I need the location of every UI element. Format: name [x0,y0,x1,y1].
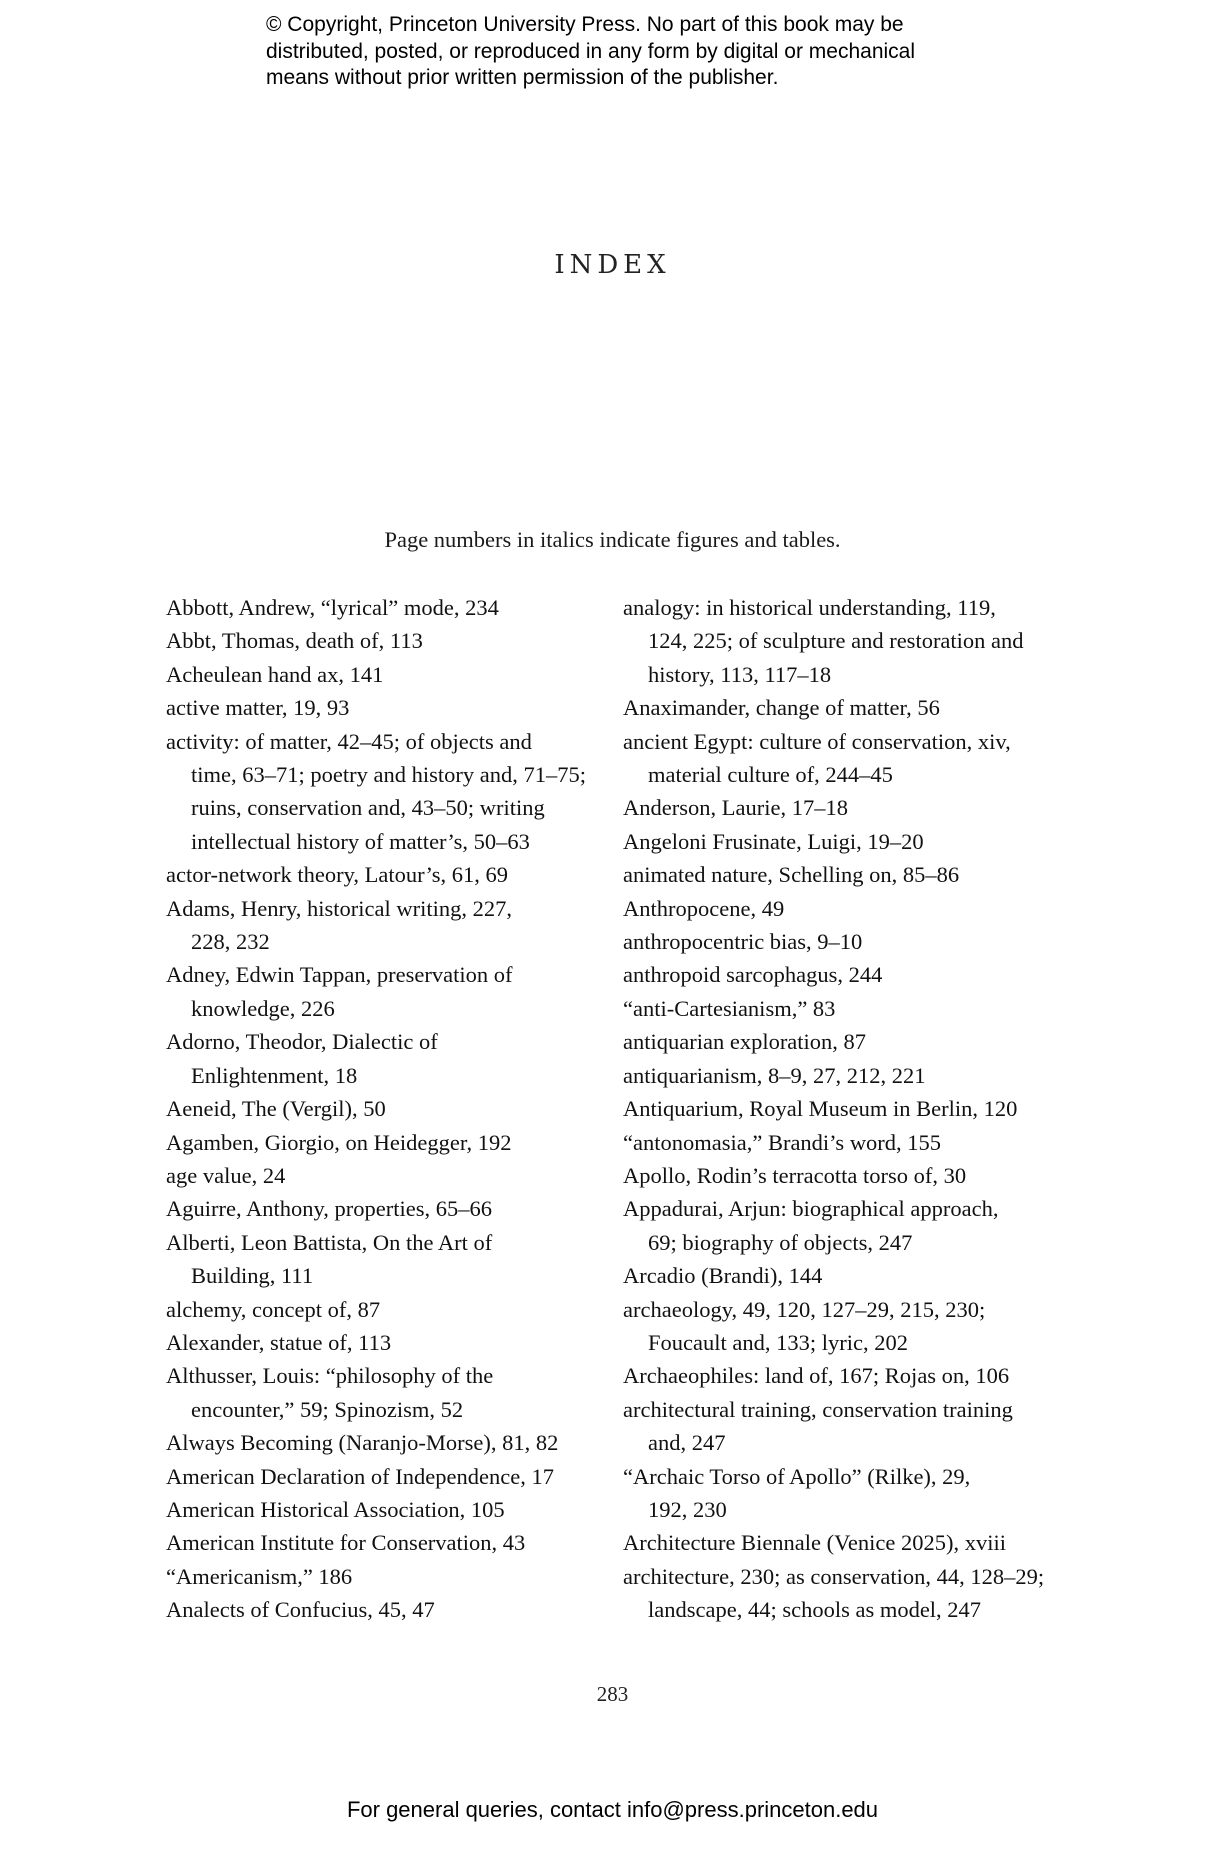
index-entry-continuation: ruins, conservation and, 43–50; writing [191,795,545,821]
index-entry-text: Analects of Confucius, 45, 47 [166,1597,435,1623]
index-entry-text: analogy: in historical understanding, 119, [623,595,996,620]
index-entry [623,691,1053,724]
index-entry [166,1092,586,1125]
page-title: INDEX [554,250,671,280]
index-entry-text: Adams, Henry, historical writing, 227, [166,895,512,921]
index-entry-text: American Historical Association, 105 [166,1496,505,1522]
index-entry-text: “Americanism,” 186 [166,1563,353,1589]
index-entry [166,1593,586,1626]
index-entry [623,725,1053,792]
index-entry [623,825,1053,858]
index-entry-text: Appadurai, Arjun: biographical approach, [623,1196,999,1222]
index-entry-text: alchemy, concept of, 87 [166,1296,381,1322]
index-entry [623,1560,1053,1627]
index-entry [623,591,1053,691]
index-entry [623,1025,1053,1058]
footer-contact: For general queries, contact info@press.princeton.edu [346,1797,879,1822]
index-entry-text: American Declaration of Independence, 17 [166,1463,554,1489]
index-entry-continuation: landscape, 44; schools as model, 247 [648,1597,982,1623]
index-entry-text: Archaeophiles: land of, 167; Rojas on, 106 [623,1363,1010,1389]
index-entry-continuation: 69; biography of objects, 247 [648,1229,913,1255]
index-entry-text: anthropocentric bias, 9–10 [623,929,863,955]
index-entry [166,1426,586,1459]
copyright-line: means without prior written permission of the publisher. [266,66,779,89]
index-entry-text: architectural training, conservation training [623,1396,1013,1422]
index-entry-text: Always Becoming (Naranjo-Morse), 81, 82 [166,1430,559,1456]
index-entry-text: Alberti, Leon Battista, On the Art of [166,1229,493,1255]
index-entry-continuation: 228, 232 [191,929,270,955]
index-entry-text: Abbt, Thomas, death of, 113 [166,628,423,654]
index-entry-continuation: Building, 111 [191,1263,314,1289]
index-entry-text: animated nature, Schelling on, 85–86 [623,862,960,888]
index-entry-continuation: Foucault and, 133; lyric, 202 [648,1329,908,1355]
index-entry [623,1293,1053,1360]
index-entry-text: Angeloni Frusinate, Luigi, 19–20 [623,828,924,854]
index-entry-text: Althusser, Louis: “philosophy of the [166,1363,494,1389]
page-number: 283 [596,1682,629,1706]
index-entry [166,1226,586,1293]
index-entry [166,1526,586,1559]
index-entry [166,1293,586,1326]
index-entry [166,1359,586,1426]
index-entry [623,1393,1053,1460]
index-entry [166,1025,586,1092]
index-entry-text: Agamben, Giorgio, on Heidegger, 192 [166,1129,512,1155]
index-entry-text: Antiquarium, Royal Museum in Berlin, 120 [623,1096,1018,1122]
index-entry-continuation: and, 247 [648,1430,726,1456]
index-entry-continuation: 192, 230 [648,1496,727,1522]
index-entry [166,858,586,891]
index-entry-continuation: material culture of, 244–45 [648,762,893,788]
index-entry-text: Adney, Edwin Tappan, preservation of [166,962,513,988]
index-entry-text: age value, 24 [166,1162,286,1188]
index-entry [166,691,586,724]
index-intro-note: Page numbers in italics indicate figures and tables. [384,527,841,552]
copyright-line: © Copyright, Princeton University Press. No part of this book may be [266,13,904,36]
index-entry [623,958,1053,991]
index-entry-text: Acheulean hand ax, 141 [166,661,384,687]
index-entry [166,658,586,691]
index-entry [166,1460,586,1493]
index-entry [623,1092,1053,1125]
index-entry [166,725,586,859]
index-entry [623,791,1053,824]
index-entry [623,1126,1053,1159]
index-entry-text: Anthropocene, 49 [623,895,785,921]
index-entry-continuation: intellectual history of matter’s, 50–63 [191,828,530,854]
index-entry-continuation: knowledge, 226 [191,995,335,1021]
index-entry-text: Abbott, Andrew, “lyrical” mode, 234 [166,595,499,620]
index-entry-text: “anti-Cartesianism,” 83 [623,995,836,1021]
index-entry-continuation: history, 113, 117–18 [648,661,832,687]
copyright-line: distributed, posted, or reproduced in any form by digital or mechanical [266,39,916,63]
index-entry-text: Adorno, Theodor, Dialectic of [166,1029,438,1055]
index-entry [623,1460,1053,1527]
index-column-right [623,591,1053,1627]
index-entry-text: “antonomasia,” Brandi’s word, 155 [623,1129,942,1155]
index-entry-text: American Institute for Conservation, 43 [166,1530,526,1556]
index-entry [166,1126,586,1159]
index-entry [623,1159,1053,1192]
index-entry-text: Anaximander, change of matter, 56 [623,695,940,721]
index-entry [166,1493,586,1526]
index-entry-text: Alexander, statue of, 113 [166,1329,392,1355]
index-entry-text: “Archaic Torso of Apollo” (Rilke), 29, [623,1463,971,1489]
index-entry-text: active matter, 19, 93 [166,695,350,721]
index-entry-text: architecture, 230; as conservation, 44, 128–29; [623,1563,1045,1589]
index-entry-text: Aguirre, Anthony, properties, 65–66 [166,1196,492,1222]
index-entry [166,892,586,959]
index-entry-text: ancient Egypt: culture of conservation, xiv, [623,728,1011,754]
index-entry [623,1259,1053,1292]
index-entry [623,858,1053,891]
index-entry [166,1192,586,1225]
index-entry [623,1059,1053,1092]
index-entry-text: anthropoid sarcophagus, 244 [623,962,883,988]
index-entry [166,1326,586,1359]
index-entry [166,624,586,657]
index-entry-text: Arcadio (Brandi), 144 [623,1263,823,1289]
index-entry-text: Apollo, Rodin’s terracotta torso of, 30 [623,1162,967,1188]
index-entry [623,992,1053,1025]
index-entry-text: activity: of matter, 42–45; of objects and [166,728,532,754]
index-entry [166,591,586,624]
index-entry [623,1526,1053,1559]
index-column-left [166,591,586,1627]
index-entry-text: Architecture Biennale (Venice 2025), xviii [623,1530,1006,1556]
index-entry-text: actor-network theory, Latour’s, 61, 69 [166,862,508,888]
index-entry [623,1192,1053,1259]
index-entry-text: antiquarian exploration, 87 [623,1029,867,1055]
index-entry-continuation: 124, 225; of sculpture and restoration and [648,628,1024,654]
index-entry-text: archaeology, 49, 120, 127–29, 215, 230; [623,1296,986,1322]
index-entry [623,1359,1053,1392]
index-entry-continuation: Enlightenment, 18 [191,1062,358,1088]
index-entry-text: Aeneid, The (Vergil), 50 [166,1096,386,1122]
index-entry [166,1159,586,1192]
index-entry-continuation: encounter,” 59; Spinozism, 52 [191,1396,464,1422]
index-entry [623,925,1053,958]
index-entry-text: Anderson, Laurie, 17–18 [623,795,848,821]
copyright-notice [266,12,1026,92]
index-entry [166,958,586,1025]
index-entry-text: antiquarianism, 8–9, 27, 212, 221 [623,1062,926,1088]
index-entry-continuation: time, 63–71; poetry and history and, 71–75; [191,762,586,788]
index-entry [166,1560,586,1593]
index-entry [623,892,1053,925]
